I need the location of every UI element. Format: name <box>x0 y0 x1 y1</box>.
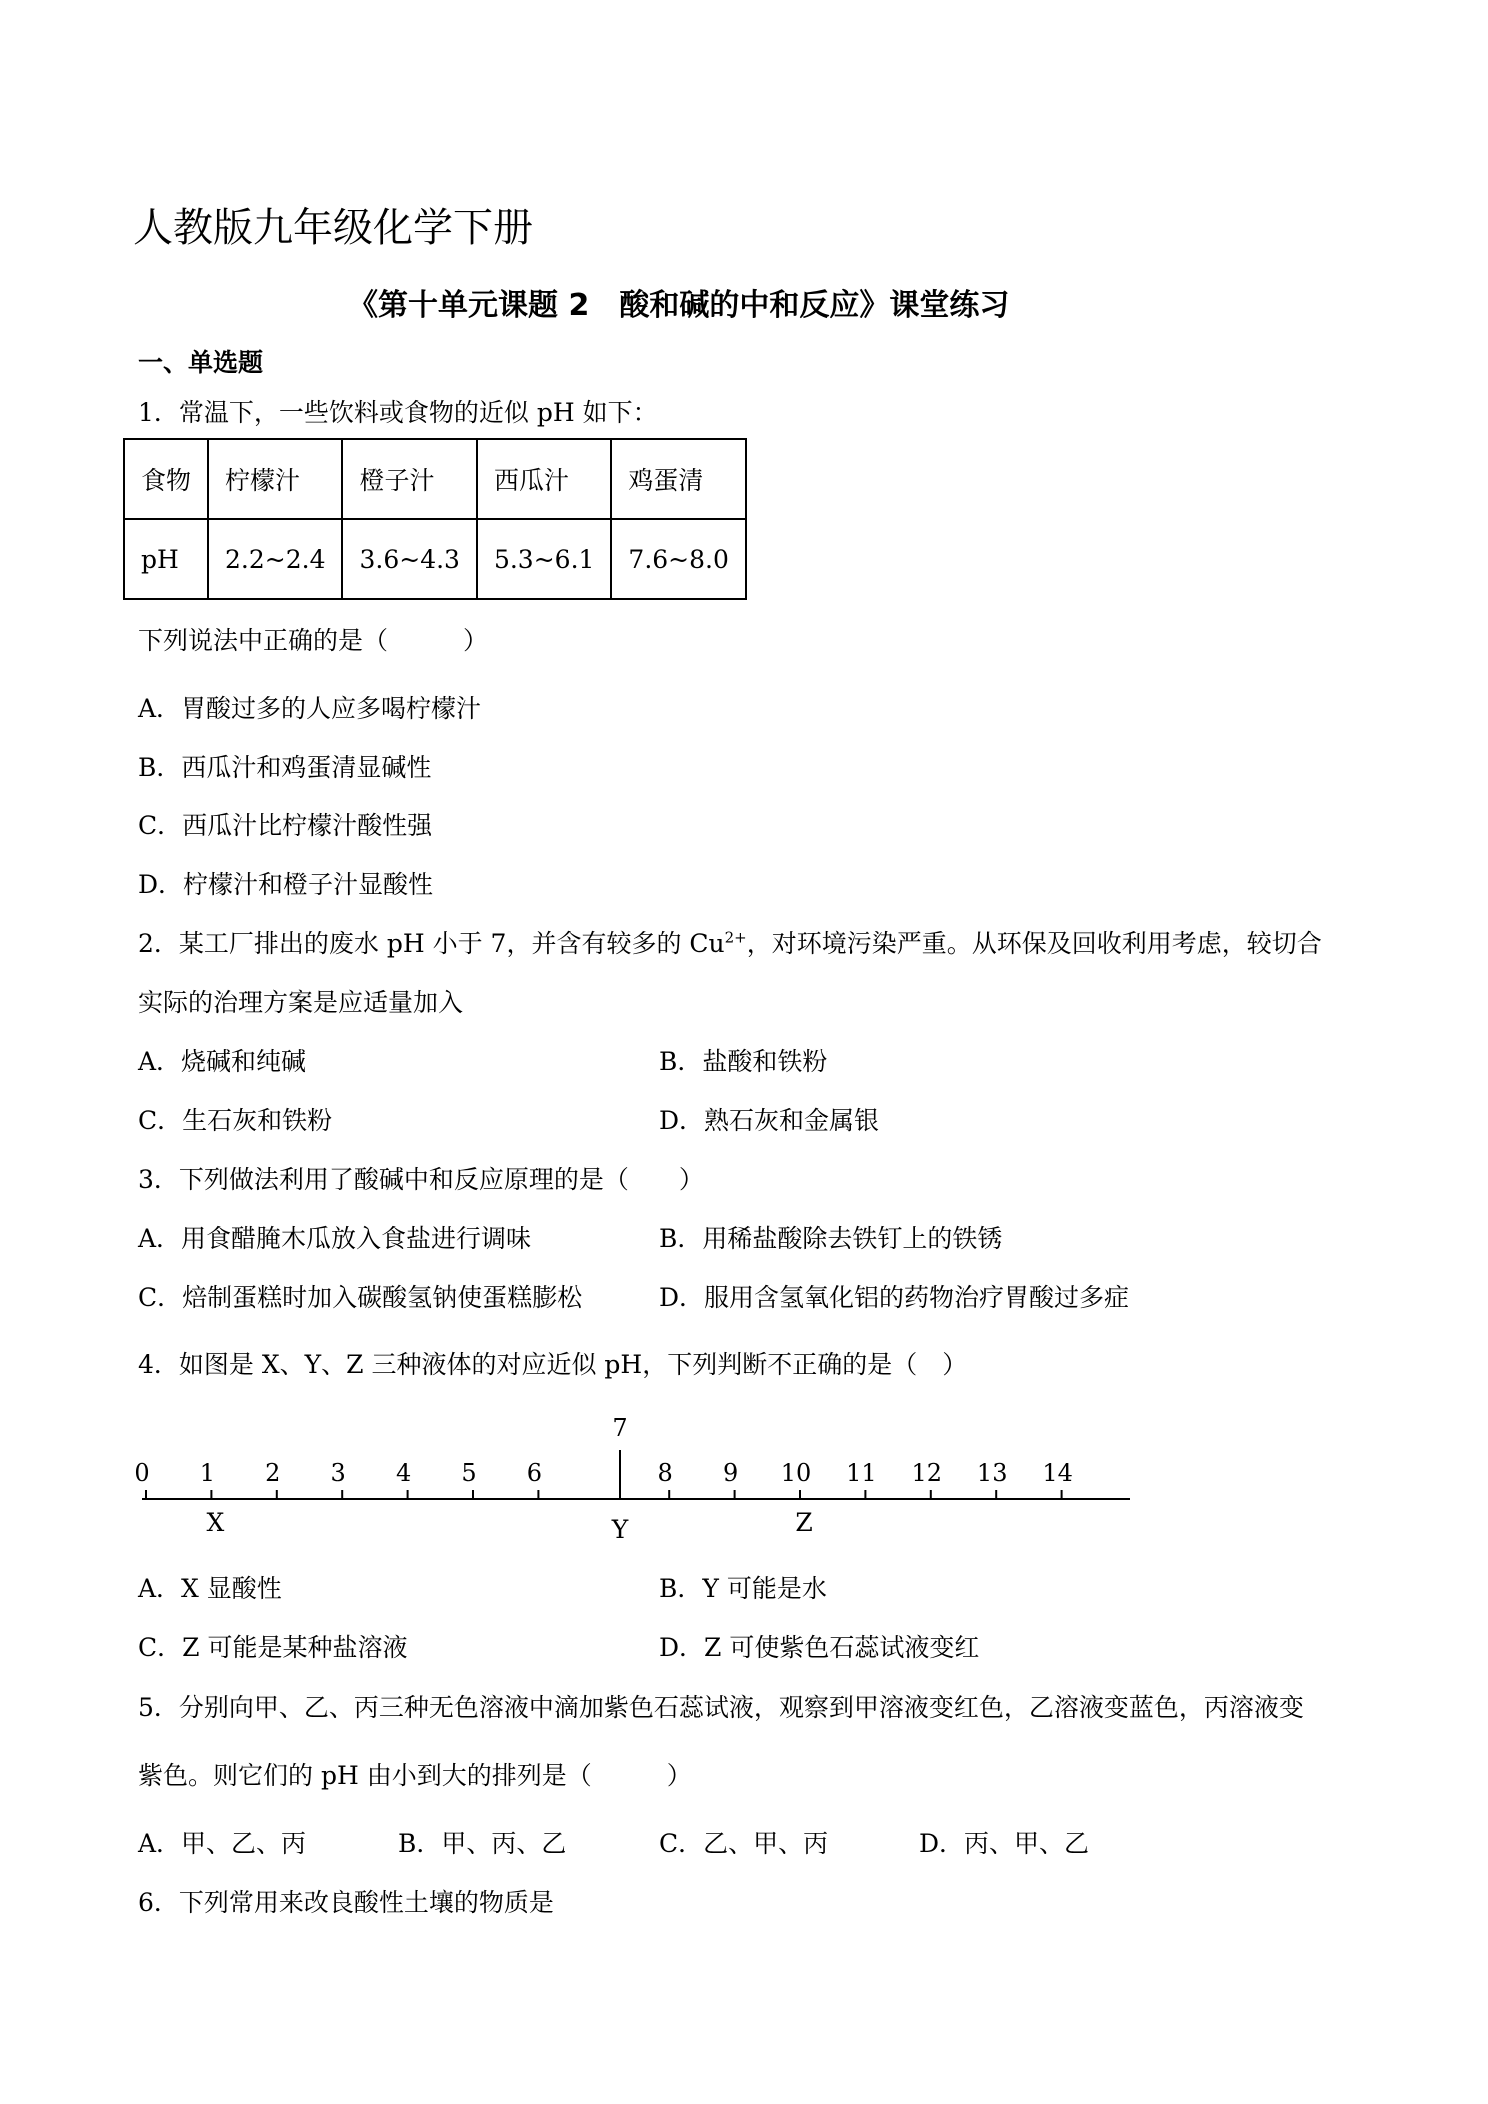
ph-tick-label: 11 <box>846 1459 877 1487</box>
q5-stem: 5．分别向甲、乙、丙三种无色溶液中滴加紫色石蕊试液，观察到甲溶液变红色，乙溶液变蓝色，丙溶液变 <box>138 1693 1304 1722</box>
ph-tick-label: 5 <box>461 1459 477 1487</box>
table-cell: 3.6~4.3 <box>342 519 476 599</box>
table-cell: 橙子汁 <box>342 439 476 519</box>
table-cell: 西瓜汁 <box>477 439 611 519</box>
q2-stem-part2: ，对环境污染严重。从环保及回收利用考虑，较切合 <box>746 929 1322 958</box>
q5-stem-line2: 紫色。则它们的 pH 由小到大的排列是（ ） <box>138 1761 692 1790</box>
document-subtitle: 《第十单元课题 2 酸和碱的中和反应》课堂练习 <box>348 288 1010 323</box>
q2-stem-part1: 2．某工厂排出的废水 pH 小于 7，并含有较多的 Cu <box>138 929 725 958</box>
table-row <box>124 439 746 519</box>
ph-tick-label: 12 <box>911 1459 943 1487</box>
q3-option-a: A．用食醋腌木瓜放入食盐进行调味 <box>138 1224 532 1253</box>
ph-marker-x: X <box>206 1508 225 1537</box>
table-cell: 5.3~6.1 <box>477 519 611 599</box>
document-title: 人教版九年级化学下册 <box>133 205 533 251</box>
q3-option-c: C．焙制蛋糕时加入碳酸氢钠使蛋糕膨松 <box>138 1283 583 1312</box>
table-cell: 2.2~2.4 <box>208 519 342 599</box>
q3-stem: 3．下列做法利用了酸碱中和反应原理的是（ ） <box>138 1165 704 1194</box>
q3-option-d: D．服用含氢氧化铝的药物治疗胃酸过多症 <box>659 1283 1130 1312</box>
table-cell: 7.6~8.0 <box>611 519 745 599</box>
ph-tick-label: 2 <box>265 1459 281 1487</box>
table-cell: 食物 <box>124 439 208 519</box>
q2-stem-superscript: 2+ <box>724 928 747 947</box>
q4-option-c: C．Z 可能是某种盐溶液 <box>138 1633 408 1662</box>
q1-option-c: C．西瓜汁比柠檬汁酸性强 <box>138 811 433 840</box>
q5-option-a: A．甲、乙、丙 <box>138 1829 307 1858</box>
ph-tick-label: 6 <box>526 1459 543 1487</box>
section-heading: 一、单选题 <box>138 348 264 377</box>
q1-option-d: D．柠檬汁和橙子汁显酸性 <box>138 870 434 899</box>
ph-marker-z: Z <box>795 1508 813 1537</box>
ph-tick-label: 3 <box>330 1459 346 1487</box>
q1-stem: 1．常温下，一些饮料或食物的近似 pH 如下： <box>138 398 658 427</box>
q2-option-d: D．熟石灰和金属银 <box>659 1106 880 1135</box>
q2-stem-line2: 实际的治理方案是应适量加入 <box>138 988 464 1017</box>
table-cell: 柠檬汁 <box>208 439 342 519</box>
ph-tick-label: 14 <box>1042 1459 1073 1487</box>
ph-tick-label: 0 <box>134 1459 150 1487</box>
q2-option-b: B．盐酸和铁粉 <box>659 1047 828 1076</box>
table-cell: 鸡蛋清 <box>611 439 745 519</box>
ph-tick-label: 10 <box>780 1459 812 1487</box>
q6-stem: 6．下列常用来改良酸性土壤的物质是 <box>138 1888 554 1917</box>
q5-option-b: B．甲、丙、乙 <box>398 1829 567 1858</box>
q4-option-b: B．Y 可能是水 <box>659 1574 827 1603</box>
ph-tick-label: 1 <box>199 1459 216 1487</box>
ph-tick-label: 13 <box>976 1459 1008 1487</box>
q5-option-c: C．乙、甲、丙 <box>659 1829 829 1858</box>
ph-marker-y: Y <box>611 1515 629 1544</box>
q2-option-c: C．生石灰和铁粉 <box>138 1106 333 1135</box>
q1-prompt: 下列说法中正确的是（ ） <box>138 626 489 655</box>
table-cell: pH <box>124 519 208 599</box>
q4-option-a: A．X 显酸性 <box>138 1574 282 1603</box>
ph-table <box>123 438 747 600</box>
q2-option-a: A．烧碱和纯碱 <box>138 1047 307 1076</box>
q3-option-b: B．用稀盐酸除去铁钉上的铁锈 <box>659 1224 1003 1253</box>
ph-tick-label: 4 <box>395 1459 412 1487</box>
ph-tick-label: 8 <box>657 1459 673 1487</box>
table-row <box>124 519 746 599</box>
ph-tick-label: 7 <box>612 1414 628 1442</box>
q4-option-d: D．Z 可使紫色石蕊试液变红 <box>659 1633 980 1662</box>
ph-tick-label: 9 <box>722 1459 739 1487</box>
q1-option-b: B．西瓜汁和鸡蛋清显碱性 <box>138 753 432 782</box>
q5-option-d: D．丙、甲、乙 <box>919 1829 1090 1858</box>
ph-scale-figure <box>130 1400 1150 1550</box>
q4-stem: 4．如图是 X、Y、Z 三种液体的对应近似 pH，下列判断不正确的是（ ） <box>138 1350 968 1379</box>
q1-option-a: A．胃酸过多的人应多喝柠檬汁 <box>138 694 482 723</box>
q2-stem <box>138 924 1322 960</box>
